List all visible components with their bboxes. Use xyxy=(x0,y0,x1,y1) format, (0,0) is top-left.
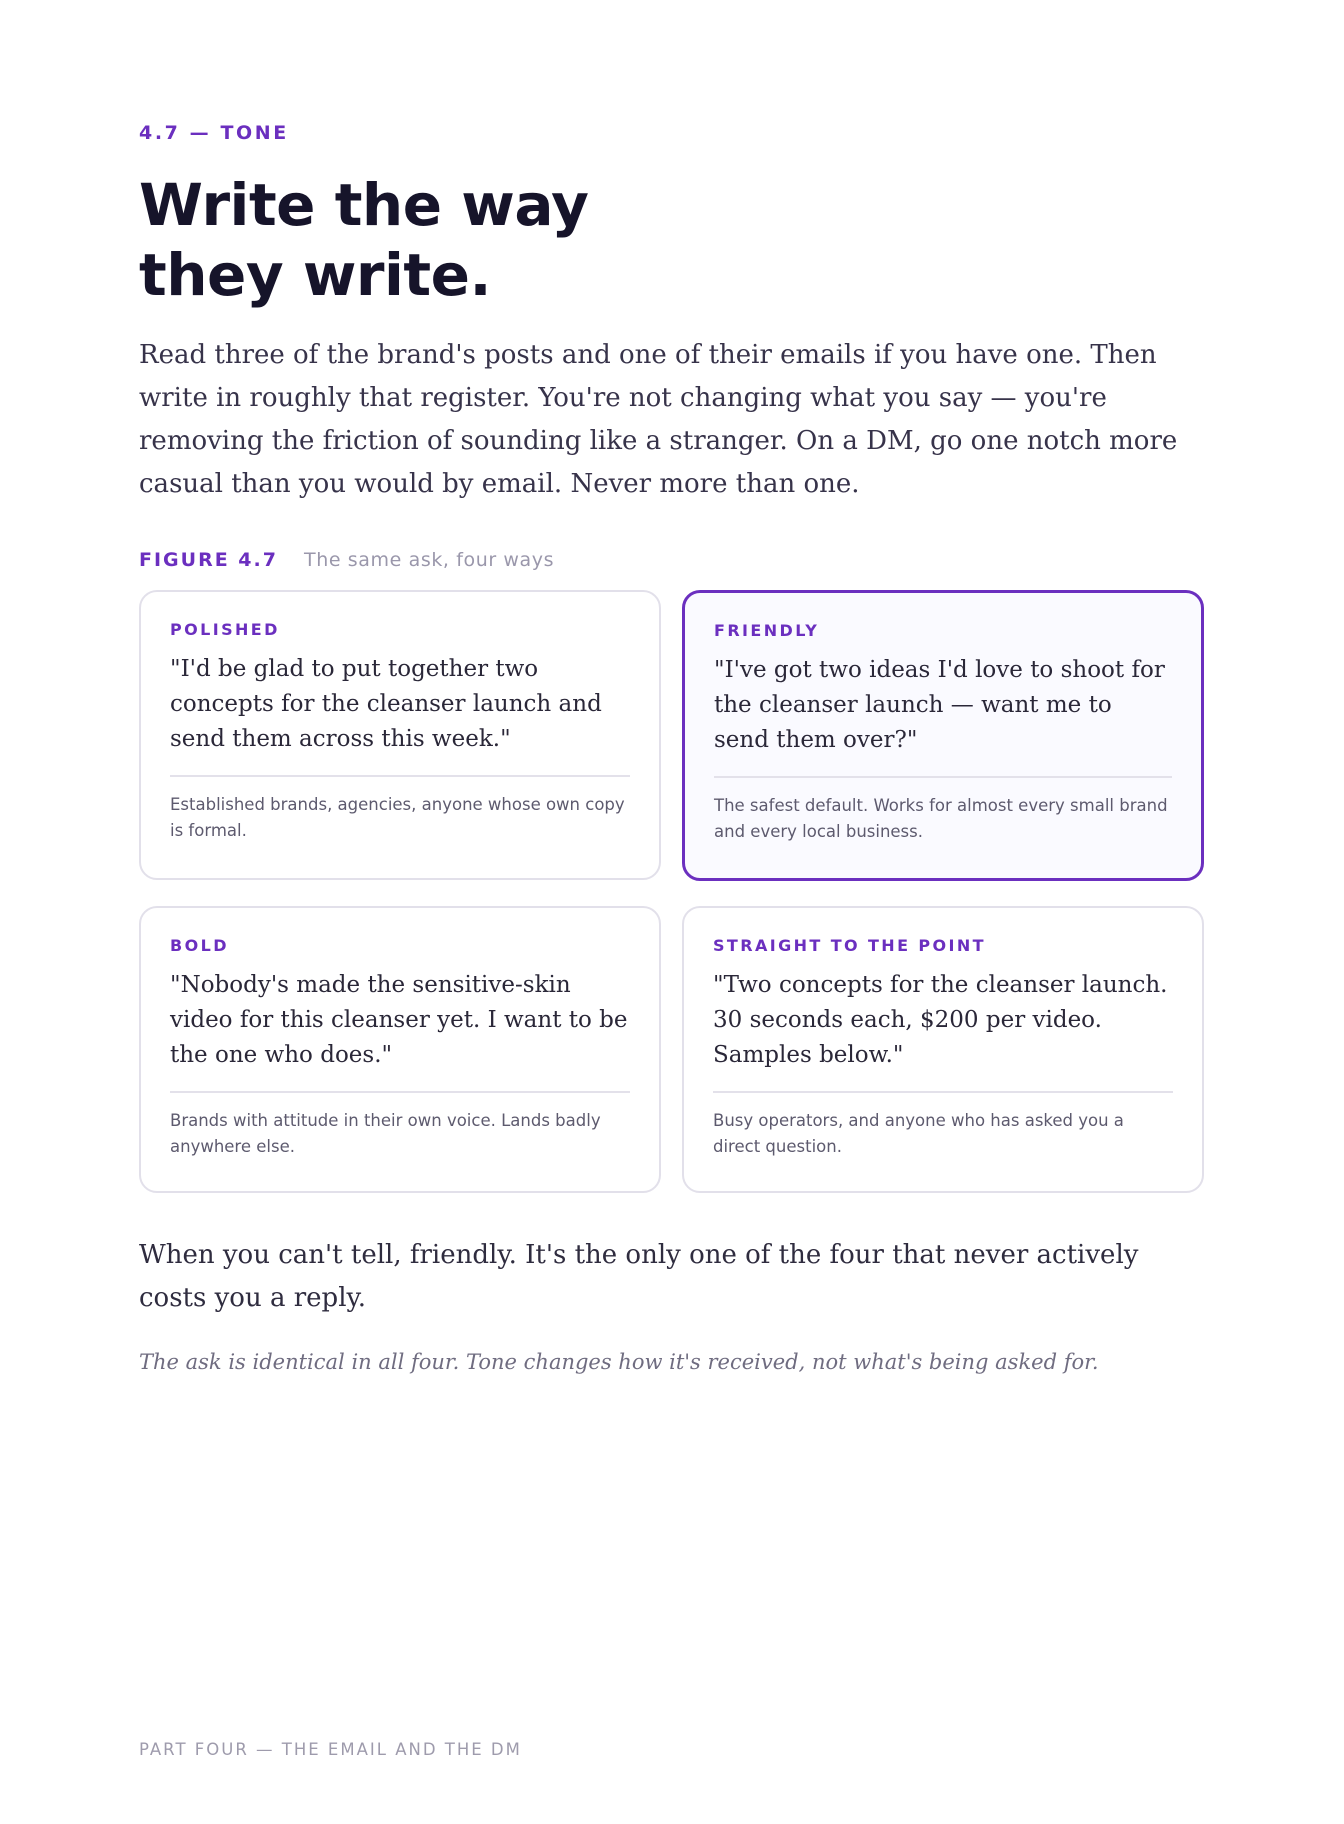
tone-card-straight xyxy=(682,906,1204,1193)
tone-card-label: FRIENDLY xyxy=(714,621,820,640)
tone-card-note: Busy operators, and anyone who has asked you a direct question. xyxy=(713,1111,1124,1156)
tone-card-label: BOLD xyxy=(170,936,229,955)
tone-card-note: Established brands, agencies, anyone whose own copy is formal. xyxy=(170,795,625,840)
figure-label: FIGURE 4.7 xyxy=(139,549,278,571)
tone-card-divider xyxy=(713,1091,1173,1093)
italic-aside: The ask is identical in all four. Tone changes how it's received, not what's being asked for. xyxy=(139,1350,1099,1374)
tone-card-friendly xyxy=(682,590,1204,881)
section-eyebrow: 4.7 — TONE xyxy=(139,122,289,144)
page-title: Write the way they write. xyxy=(139,171,589,309)
tone-card-bold xyxy=(139,906,661,1193)
figure-caption xyxy=(139,549,554,571)
tone-card-divider xyxy=(170,1091,630,1093)
running-footer: PART FOUR — THE EMAIL AND THE DM xyxy=(139,1740,522,1759)
tone-card-note: Brands with attitude in their own voice. Lands badly anywhere else. xyxy=(170,1111,601,1156)
tone-card-quote: "Two concepts for the cleanser launch. 30 seconds each, $200 per video. Samples below." xyxy=(713,972,1168,1068)
tone-card-divider xyxy=(714,776,1172,778)
tone-card-label: STRAIGHT TO THE POINT xyxy=(713,936,986,955)
intro-paragraph: Read three of the brand's posts and one of their emails if you have one. Then write in roughly that register. You're not changing what you say — you're removing the friction of sounding like a stranger. On a DM, go one notch more casual than you would by email. Never more than one. xyxy=(139,340,1178,499)
figure-title: The same ask, four ways xyxy=(304,549,555,571)
closing-paragraph: When you can't tell, friendly. It's the only one of the four that never actively costs you a reply. xyxy=(139,1240,1139,1313)
tone-card-quote: "I've got two ideas I'd love to shoot for the cleanser launch — want me to send them over?" xyxy=(714,657,1165,753)
tone-card-quote: "I'd be glad to put together two concepts for the cleanser launch and send them across this week." xyxy=(170,656,602,752)
tone-card-polished xyxy=(139,590,661,880)
tone-card-note: The safest default. Works for almost every small brand and every local business. xyxy=(714,796,1168,841)
tone-card-label: POLISHED xyxy=(170,620,280,639)
tone-card-divider xyxy=(170,775,630,777)
tone-card-quote: "Nobody's made the sensitive-skin video for this cleanser yet. I want to be the one who does." xyxy=(170,972,628,1068)
